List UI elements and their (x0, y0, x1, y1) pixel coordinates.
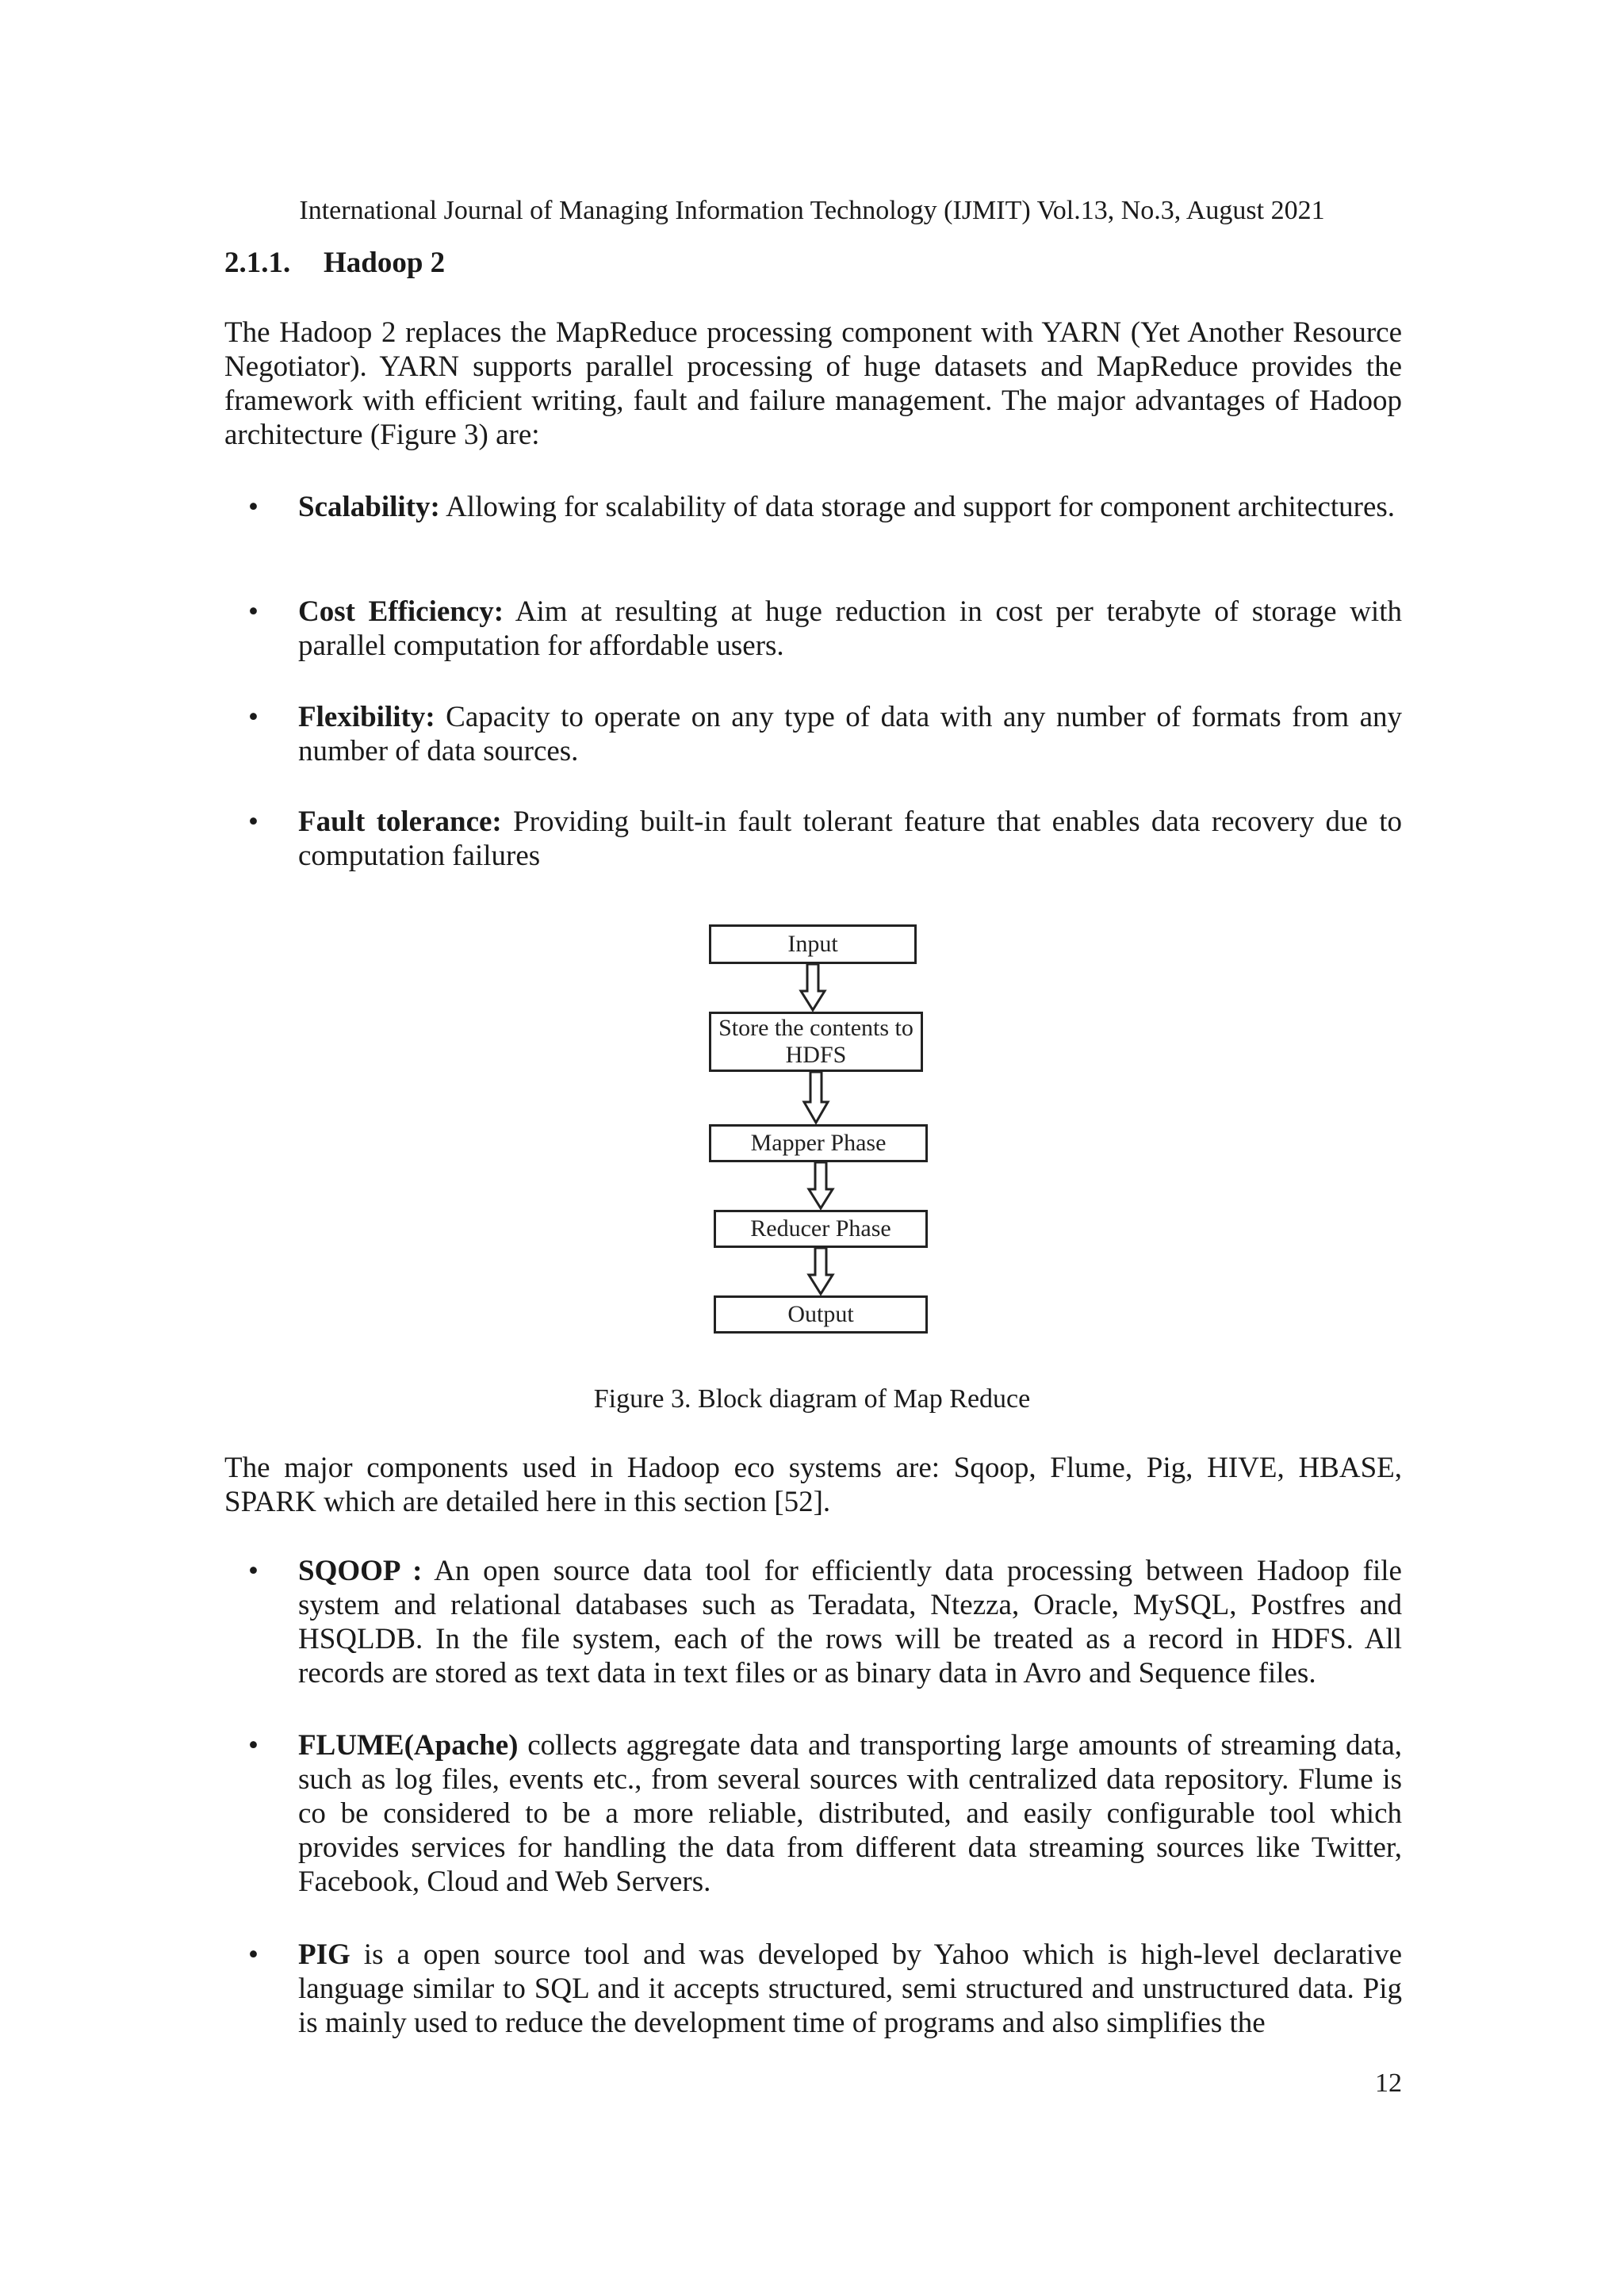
list-item (224, 1554, 1402, 1690)
advantage-text: Aim at resulting at huge reduction in cost per terabyte of storage with parallel computation for affordable users. (298, 595, 1402, 662)
list-item (224, 805, 1402, 873)
journal-header: International Journal of Managing Information Technology (IJMIT) Vol.13, No.3, August 2021 (299, 196, 1325, 225)
bullet-icon: • (248, 1555, 259, 1587)
flow-step-reducer: Reducer Phase (714, 1210, 928, 1248)
figure-caption: Figure 3. Block diagram of Map Reduce (593, 1384, 1031, 1414)
flow-step-store-hdfs: Store the contents to HDFS (709, 1012, 923, 1072)
bullet-icon: • (248, 491, 259, 523)
component-term: SQOOP : (298, 1555, 423, 1587)
bullet-icon: • (248, 595, 259, 628)
list-item (224, 595, 1402, 663)
down-arrow-icon (799, 964, 826, 1012)
component-text: An open source data tool for efficiently data processing between Hadoop file system and relational databases such as Teradata, Ntezza, Oracle, MySQL, Postfres and HSQLDB. In the file system, each of the rows will be treated as a record in HDFS. All records are stored as text data in text files or as binary data in Avro and Sequence files. (298, 1555, 1402, 1689)
components-paragraph: The major components used in Hadoop eco systems are: Sqoop, Flume, Pig, HIVE, HBASE, SPARK which are detailed here in this section [52]. (224, 1452, 1402, 1518)
section-number: 2.1.1. (224, 247, 291, 279)
down-arrow-icon (807, 1162, 834, 1210)
down-arrow-icon (807, 1248, 834, 1295)
advantage-term: Fault tolerance: (298, 806, 502, 838)
advantage-term: Scalability: (298, 491, 440, 523)
bullet-icon: • (248, 1938, 259, 1971)
component-text: is a open source tool and was developed by Yahoo which is high-level declarative language similar to SQL and it accepts structured, semi structured and unstructured data. Pig is mainly used to reduce the development time of programs and also simplifies the (298, 1938, 1403, 2039)
bullet-icon: • (248, 806, 259, 838)
flow-step-mapper: Mapper Phase (709, 1124, 928, 1162)
list-item (224, 1938, 1402, 2040)
list-item (224, 700, 1402, 768)
list-item (224, 1728, 1402, 1899)
advantage-text: Providing built-in fault tolerant feature that enables data recovery due to computation failures (298, 806, 1403, 872)
down-arrow-icon (802, 1072, 829, 1124)
intro-paragraph: The Hadoop 2 replaces the MapReduce processing component with YARN (Yet Another Resource Negotiator). YARN supports parallel processing of huge datasets and MapReduce provides the framework with efficient writing, fault and failure management. The major advantages of Hadoop architecture (Figure 3) are: (224, 316, 1402, 451)
list-item (224, 490, 1402, 524)
component-term: FLUME(Apache) (298, 1729, 519, 1762)
mapreduce-flow-diagram (698, 920, 952, 1348)
section-heading (224, 246, 445, 281)
advantage-term: Cost Efficiency: (298, 595, 504, 628)
section-title: Hadoop 2 (324, 247, 446, 279)
component-term: PIG (298, 1938, 350, 1971)
advantage-term: Flexibility: (298, 701, 435, 733)
flow-step-input: Input (709, 924, 917, 964)
bullet-icon: • (248, 701, 259, 733)
page-number: 12 (1375, 2068, 1402, 2098)
advantage-text: Capacity to operate on any type of data with any number of formats from any number of data sources. (298, 701, 1403, 767)
bullet-icon: • (248, 1729, 259, 1762)
flow-step-output: Output (714, 1295, 928, 1334)
advantage-text: Allowing for scalability of data storage and support for component architectures. (446, 491, 1396, 523)
component-text: collects aggregate data and transporting large amounts of streaming data, such as log files, events etc., from several sources with centralized data repository. Flume is co be considered to be a more reliable, distributed, and easily configurable tool which provides services for handling the data from different data streaming sources like Twitter, Facebook, Cloud and Web Servers. (298, 1729, 1403, 1898)
